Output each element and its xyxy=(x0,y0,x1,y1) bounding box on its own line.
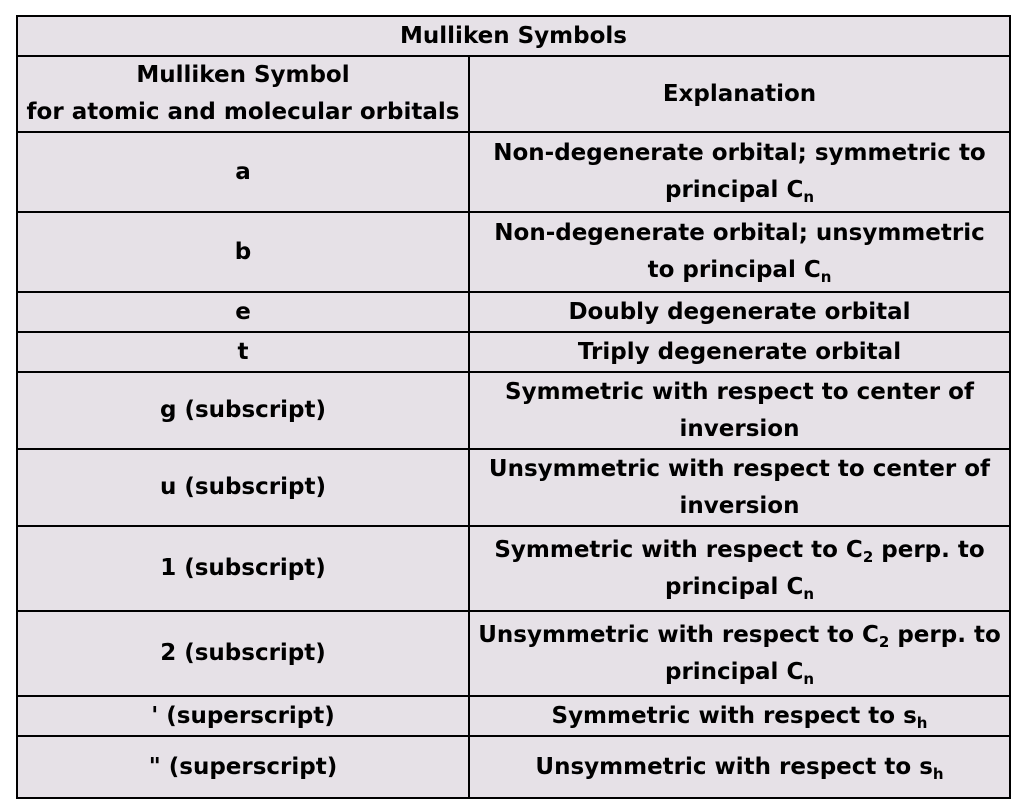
symbol-cell: t xyxy=(17,332,469,372)
explanation-cell xyxy=(469,132,1010,212)
explanation-cell xyxy=(469,212,1010,292)
explanation-subscript: n xyxy=(803,188,815,206)
explanation-subscript: h xyxy=(916,713,928,732)
explanation-subscript: 2 xyxy=(862,547,874,566)
table-row xyxy=(17,736,1010,798)
header-symbol-line2: for atomic and molecular orbitals xyxy=(26,99,460,125)
table-row xyxy=(17,132,1010,212)
symbol-cell: ' (superscript) xyxy=(17,696,469,736)
explanation-text: Unsymmetric with respect to C xyxy=(478,621,879,648)
header-explanation: Explanation xyxy=(469,56,1010,132)
symbol-cell: u (subscript) xyxy=(17,449,469,526)
table-title-row xyxy=(17,16,1010,56)
explanation-text: perp. to principal C xyxy=(664,536,985,600)
explanation-cell xyxy=(469,696,1010,736)
explanation-cell xyxy=(469,611,1010,696)
table-row xyxy=(17,212,1010,292)
explanation-text: Symmetric with respect to s xyxy=(551,702,917,729)
explanation-text: perp. to principal C xyxy=(664,621,1001,685)
explanation-cell: Doubly degenerate orbital xyxy=(469,292,1010,332)
symbol-cell: b xyxy=(17,212,469,292)
table-row xyxy=(17,449,1010,526)
header-symbol xyxy=(17,56,469,132)
symbol-cell: a xyxy=(17,132,469,212)
explanation-text: Unsymmetric with respect to s xyxy=(535,753,933,780)
explanation-cell xyxy=(469,736,1010,798)
table-row xyxy=(17,372,1010,449)
symbol-cell: 2 (subscript) xyxy=(17,611,469,696)
symbol-cell: " (superscript) xyxy=(17,736,469,798)
symbol-cell: 1 (subscript) xyxy=(17,526,469,611)
table-header-row xyxy=(17,56,1010,132)
explanation-text: Non-degenerate orbital; unsymmetric to principal C xyxy=(494,220,985,283)
table-row xyxy=(17,292,1010,332)
explanation-cell: Symmetric with respect to center of inversion xyxy=(469,372,1010,449)
table-title: Mulliken Symbols xyxy=(17,16,1010,56)
explanation-cell: Triply degenerate orbital xyxy=(469,332,1010,372)
explanation-text: Non-degenerate orbital; symmetric to principal C xyxy=(493,140,986,203)
symbol-cell: g (subscript) xyxy=(17,372,469,449)
mulliken-symbols-table xyxy=(16,15,1011,799)
explanation-subscript: n xyxy=(803,584,815,603)
table-row xyxy=(17,332,1010,372)
explanation-subscript: h xyxy=(932,764,944,783)
explanation-subscript: n xyxy=(803,669,815,688)
table-row xyxy=(17,696,1010,736)
explanation-text: Symmetric with respect to C xyxy=(494,536,863,563)
explanation-cell xyxy=(469,526,1010,611)
table-row xyxy=(17,611,1010,696)
explanation-cell: Unsymmetric with respect to center of inversion xyxy=(469,449,1010,526)
explanation-subscript: n xyxy=(820,268,832,286)
symbol-cell: e xyxy=(17,292,469,332)
table-row xyxy=(17,526,1010,611)
explanation-subscript: 2 xyxy=(878,632,890,651)
header-symbol-line1: Mulliken Symbol xyxy=(136,62,350,88)
